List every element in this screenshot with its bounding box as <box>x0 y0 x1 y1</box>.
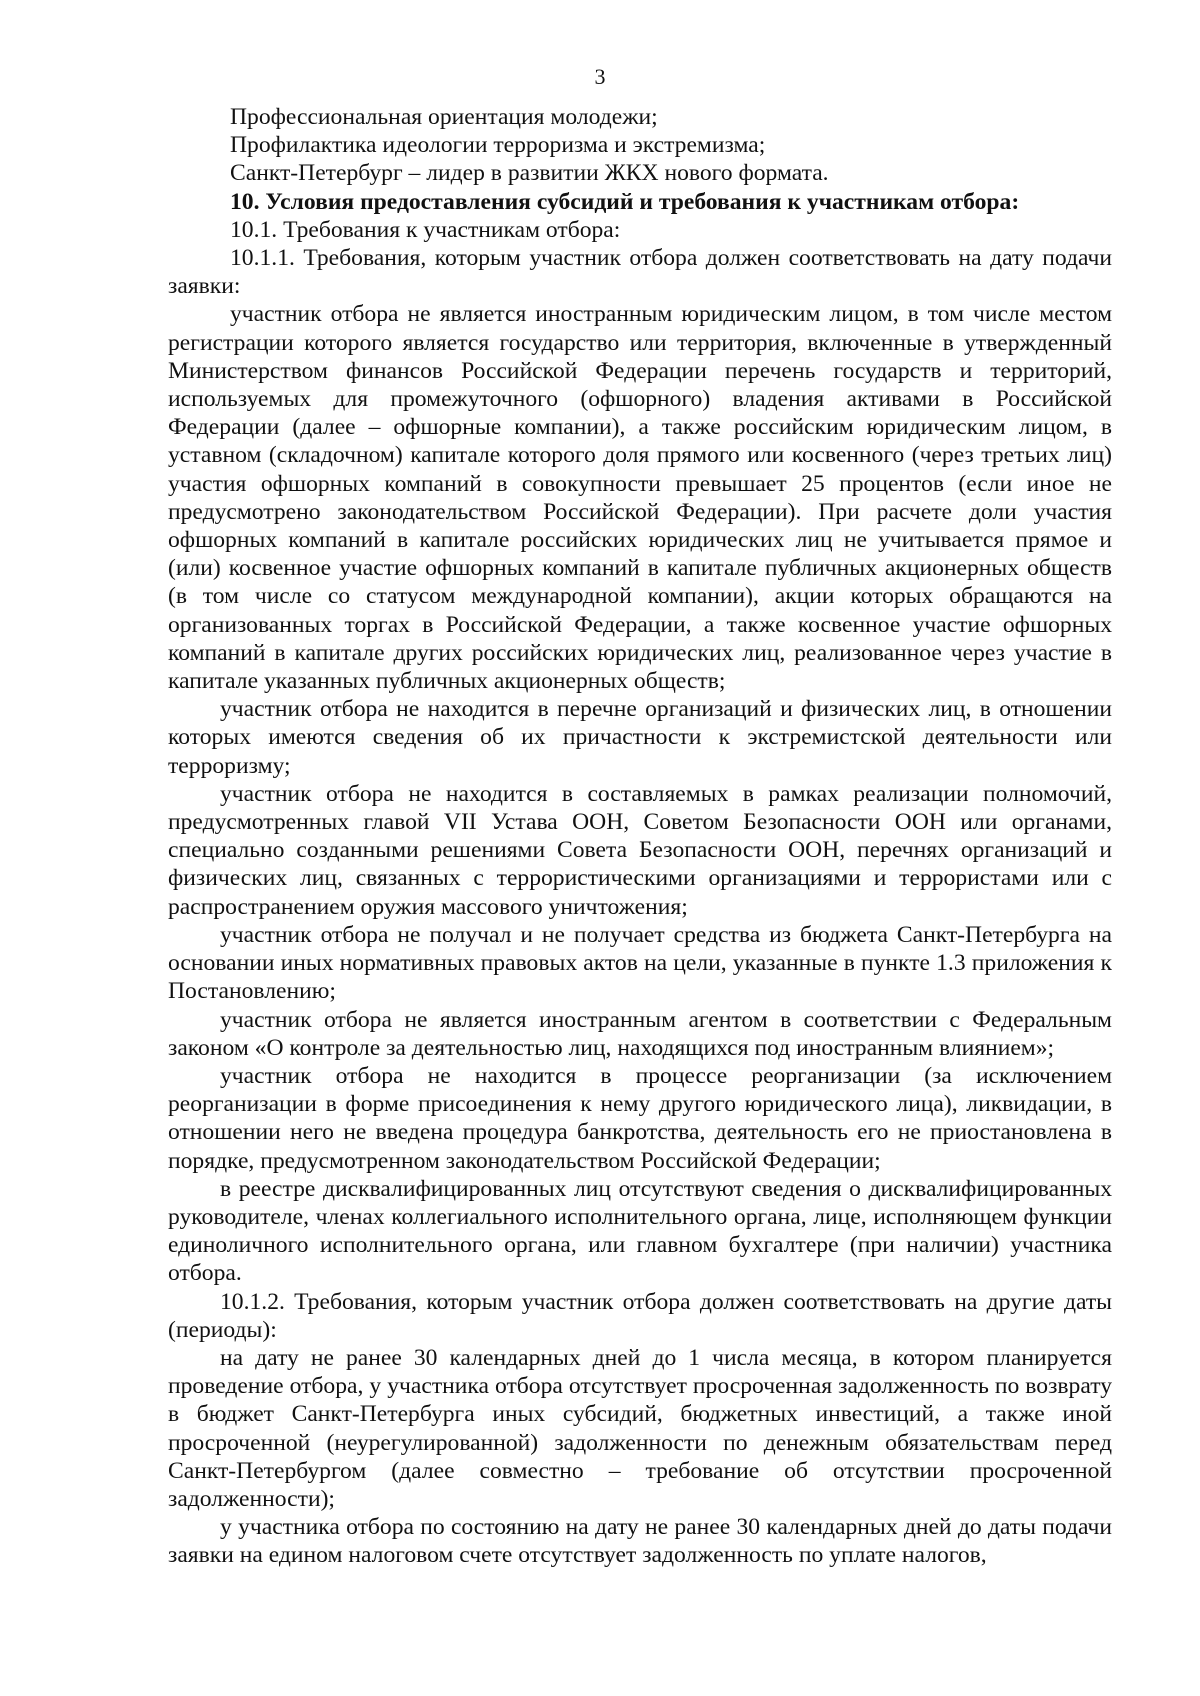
paragraph-professional-orientation: Профессиональная ориентация молодежи; <box>230 104 658 130</box>
page-number: 3 <box>594 64 606 89</box>
subsection-heading-10-1: 10.1. Требования к участникам отбора: <box>230 216 621 243</box>
paragraph-housing-leader: Санкт-Петербург – лидер в развитии ЖКХ нового формата. <box>230 160 829 187</box>
requirement-budget-funds: участник отбора не получал и не получает средства из бюджета Санкт-Петербурга на основании иных нормативных правовых актов на цели, указанные в пункте 1.3 приложения к Постановлению; <box>168 921 1112 1005</box>
requirement-tax-account: у участника отбора по состоянию на дату не ранее 30 календарных дней до даты подачи заявки на едином налоговом счете отсутствует задолженность по уплате налогов, <box>168 1514 1112 1569</box>
paragraph-terrorism-prevention: Профилактика идеологии терроризма и экстремизма; <box>230 132 766 159</box>
requirement-un-list: участник отбора не находится в составляемых в рамках реализации полномочий, предусмотренных главой VII Устава ООН, Советом Безопасности ООН или органами, специально созданными решениями Совета Безопасности ООН, перечнях организаций и физических лиц, связанных с террористическими организациями и террористами или с распространением оружия массового уничтожения; <box>168 780 1112 920</box>
clause-10-1-2: 10.1.2. Требования, которым участник отбора должен соответствовать на другие даты (периоды): <box>168 1288 1112 1343</box>
clause-10-1-1: 10.1.1. Требования, которым участник отбора должен соответствовать на дату подачи заявки: <box>168 245 1112 300</box>
requirement-foreign-agent: участник отбора не является иностранным агентом в соответствии с Федеральным законом «О контроле за деятельностью лиц, находящихся под иностранным влиянием»; <box>168 1006 1112 1061</box>
document-body <box>168 103 1112 1570</box>
requirement-overdue-debt: на дату не ранее 30 календарных дней до 1 числа месяца, в котором планируется проведение отбора, у участника отбора отсутствует просроченная задолженность по возврату в бюджет Санкт-Петербурга иных субсидий, бюджетных инвестиций, а также иной просроченной (неурегулированной) задолженности по денежным обязательствам перед Санкт-Петербургом (далее совместно – требование об отсутствии просроченной задолженности); <box>168 1344 1112 1512</box>
requirement-extremism-list: участник отбора не находится в перечне организаций и физических лиц, в отношении которых имеются сведения об их причастности к экстремистской деятельности или терроризму; <box>168 696 1112 779</box>
requirement-disqualified-registry: в реестре дисквалифицированных лиц отсутствуют сведения о дисквалифицированных руководителе, членах коллегиального исполнительного органа, лице, исполняющем функции единоличного исполнительного органа, или главном бухгалтере (при наличии) участника отбора. <box>168 1175 1112 1287</box>
requirement-reorganization: участник отбора не находится в процессе реорганизации (за исключением реорганизации в форме присоединения к нему другого юридического лица), ликвидации, в отношении него не введена процедура банкротства, деятельность его не приостановлена в порядке, предусмотренном законодательством Российской Федерации; <box>168 1062 1112 1174</box>
section-heading-10: 10. Условия предоставления субсидий и требования к участникам отбора: <box>230 188 1020 215</box>
requirement-offshore: участник отбора не является иностранным юридическим лицом, в том числе местом регистрации которого является государство или территория, включенные в утвержденный Министерством финансов Российской Федерации перечень государств и территорий, используемых для промежуточного (офшорного) владения активами в Российской Федерации (далее – офшорные компании), а также российским юридическим лицом, в уставном (складочном) капитале которого доля прямого или косвенного (через третьих лиц) участия офшорных компаний в совокупности превышает 25 процентов (если иное не предусмотрено законодательством Российской Федерации). При расчете доли участия офшорных компаний в капитале российских юридических лиц не учитывается прямое и (или) косвенное участие офшорных компаний в капитале публичных акционерных обществ (в том числе со статусом международной компании), акции которых обращаются на организованных торгах в Российской Федерации, а также косвенное участие офшорных компаний в капитале других российских юридических лиц, реализованное через участие в капитале указанных публичных акционерных обществ; <box>168 301 1112 695</box>
